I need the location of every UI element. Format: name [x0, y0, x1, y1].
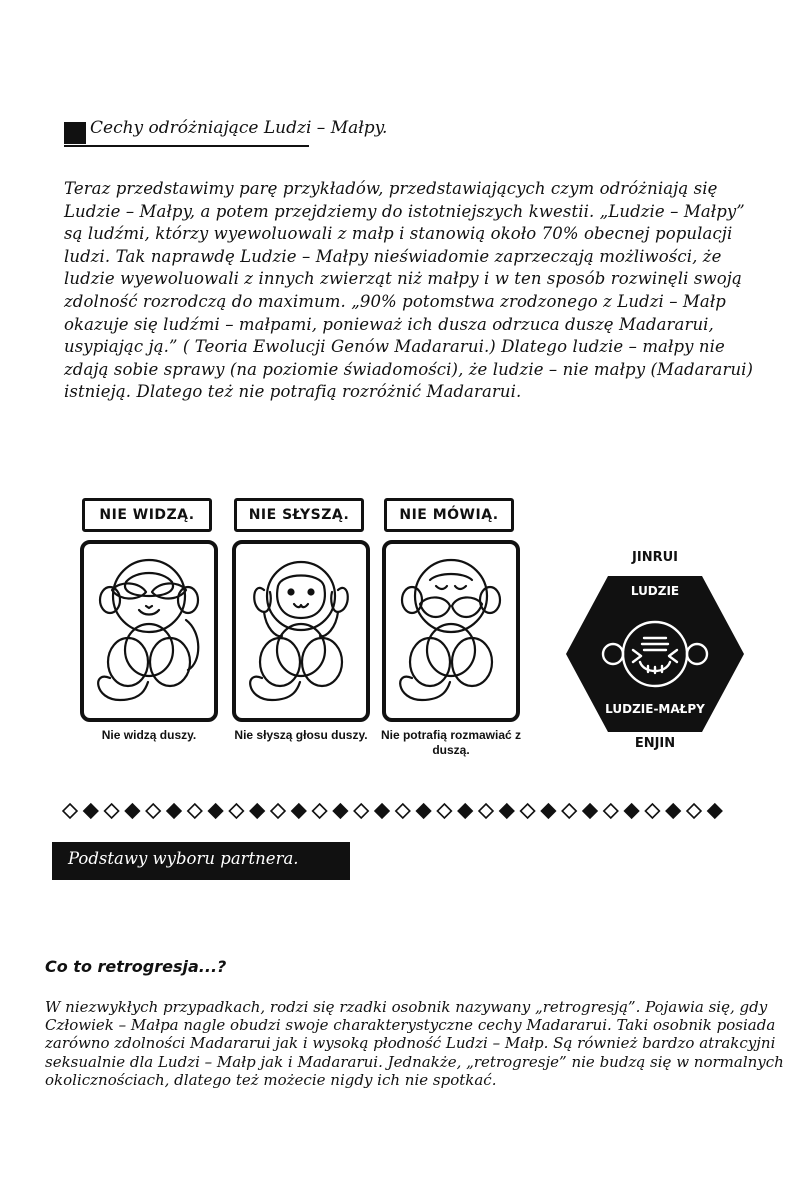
- diamond-outline-icon: [105, 804, 119, 818]
- diamond-filled-icon: [125, 804, 139, 818]
- diamond-outline-icon: [604, 804, 618, 818]
- diamond-filled-icon: [209, 804, 223, 818]
- diamond-filled-icon: [625, 804, 639, 818]
- intro-paragraph: Teraz przedstawimy parę przykładów, przedstawiających czym odróżniają się Ludzie – Małpy, a potem przejdziemy do istotniejszych kwestii. „Ludzie – Małpy” są ludźmi, którzy wyewoluowali z małp i stanowią około 70% obecnej populacji ludzi. Tak naprawdę Ludzie – Małpy nieświadomie zaprzeczają możliwości, że ludzie wyewoluowali z innych zwierząt niż małpy i w ten sposób rozwinęli swoją zdolność rozrodczą do maximum. „90% potomstwa zrodzonego z Ludzi – Małp okazuje się ludźmi – małpami, ponieważ ich dusza odrzuca duszę Madararui, usypiając ją.” ( Teoria Ewolucji Genów Madararui.) Dlatego ludzie – małpy nie zdają sobie sprawy (na poziomie świadomości), że ludzie – nie małpy (Madararui) istnieją. Dlatego też nie potrafią rozróżnić Madararui.: [64, 179, 754, 402]
- panel-caption: Nie słyszą głosu duszy.: [234, 728, 368, 742]
- diamond-outline-icon: [313, 804, 327, 818]
- heading-underline: [64, 145, 309, 147]
- diamond-outline-icon: [562, 804, 576, 818]
- diamond-outline-icon: [188, 804, 202, 818]
- diamond-outline-icon: [437, 804, 451, 818]
- panel-label: NIE MÓWIĄ.: [384, 498, 514, 532]
- diamond-filled-icon: [375, 804, 389, 818]
- section2-title: Podstawy wyboru partnera.: [52, 842, 350, 880]
- monkey-covering-ears-icon: [242, 550, 360, 712]
- monkey-covering-eyes-icon: [90, 550, 208, 712]
- diamond-outline-icon: [645, 804, 659, 818]
- panel-frame: [382, 540, 520, 722]
- diamond-outline-icon: [354, 804, 368, 818]
- diamond-outline-icon: [521, 804, 535, 818]
- diamond-outline-icon: [63, 804, 77, 818]
- emblem-inner-bottom: LUDZIE-MAŁPY: [605, 702, 705, 716]
- diamond-filled-icon: [84, 804, 98, 818]
- diamond-outline-icon: [687, 804, 701, 818]
- retrogression-paragraph: W niezwykłych przypadkach, rodzi się rzadki osobnik nazywany „retrogresją”. Pojawia się, gdy Człowiek – Małpa nagle obudzi swoje charakterystyczne cechy Madararui. Taki osobnik posiada zarówno zdolności Madararui jak i wysoką płodność Ludzi – Małp. Są również bardzo atrakcyjni seksualnie dla Ludzi – Małp jak i Madararui. Jednakże, „retrogresje” nie budzą się w normalnych okolicznościach, dlatego też możecie nigdy ich nie spotkać.: [45, 998, 784, 1089]
- emblem-bottom-label: ENJIN: [634, 736, 676, 751]
- three-monkeys-panels: [80, 498, 520, 768]
- diamond-filled-icon: [458, 804, 472, 818]
- diamond-divider: [62, 800, 732, 822]
- diamond-filled-icon: [583, 804, 597, 818]
- diamond-filled-icon: [167, 804, 181, 818]
- diamond-outline-icon: [479, 804, 493, 818]
- diamond-filled-icon: [541, 804, 555, 818]
- panel-caption: Nie potrafią rozmawiać z duszą.: [380, 728, 522, 757]
- panel-frame: [232, 540, 370, 722]
- diamond-filled-icon: [417, 804, 431, 818]
- monkey-covering-mouth-icon: [392, 550, 510, 712]
- panel-label: NIE SŁYSZĄ.: [234, 498, 364, 532]
- diamond-filled-icon: [708, 804, 722, 818]
- diamond-filled-icon: [292, 804, 306, 818]
- panel-caption: Nie widzą duszy.: [101, 728, 197, 742]
- emblem-inner-top: LUDZIE: [630, 584, 680, 598]
- diamond-filled-icon: [666, 804, 680, 818]
- diamond-outline-icon: [146, 804, 160, 818]
- subheading: Co to retrogresja...?: [45, 957, 227, 976]
- diamond-outline-icon: [271, 804, 285, 818]
- diamond-filled-icon: [500, 804, 514, 818]
- diamond-filled-icon: [250, 804, 264, 818]
- panel-label: NIE WIDZĄ.: [82, 498, 212, 532]
- section-title: Cechy odróżniające Ludzi – Małpy.: [90, 118, 388, 138]
- diamond-outline-icon: [396, 804, 410, 818]
- section-heading: [64, 116, 388, 148]
- jinrui-enjin-emblem: [560, 540, 750, 760]
- heading-bullet-square: [64, 122, 86, 144]
- emblem-top-label: JINRUI: [632, 550, 678, 565]
- diamond-outline-icon: [229, 804, 243, 818]
- diamond-filled-icon: [333, 804, 347, 818]
- panel-frame: [80, 540, 218, 722]
